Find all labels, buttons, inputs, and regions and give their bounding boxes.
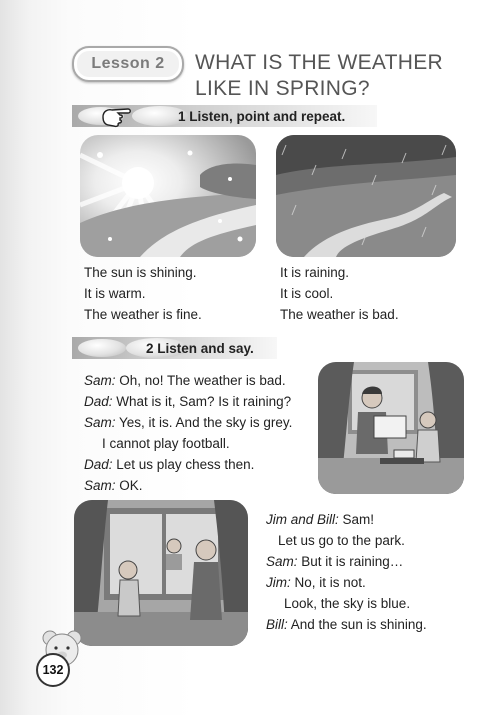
dialogue-line bbox=[84, 391, 292, 412]
pointing-hand-icon bbox=[100, 103, 134, 129]
speaker: Sam: bbox=[266, 554, 298, 569]
speech-bubble-decor bbox=[78, 339, 126, 357]
caption-line: The weather is bad. bbox=[280, 307, 399, 322]
caption-line: It is raining. bbox=[280, 265, 350, 280]
sunny-scene bbox=[80, 135, 256, 257]
page-number-text: 132 bbox=[42, 663, 64, 677]
line-text: Oh, no! The weather is bad. bbox=[115, 373, 286, 388]
chess-scene bbox=[318, 362, 464, 494]
speaker: Jim: bbox=[266, 575, 291, 590]
line-text: Let us go to the park. bbox=[278, 533, 405, 548]
line-text: OK. bbox=[115, 478, 143, 493]
section-2-label: 2 Listen and say. bbox=[146, 340, 254, 356]
speaker: Sam: bbox=[84, 478, 116, 493]
speaker: Sam: bbox=[84, 415, 116, 430]
section-1-label: 1 Listen, point and repeat. bbox=[178, 108, 346, 124]
line-text: But it is raining… bbox=[297, 554, 404, 569]
title-line-1: WHAT IS THE WEATHER bbox=[195, 51, 443, 74]
line-text: Let us play chess then. bbox=[112, 457, 255, 472]
dialogue-line bbox=[266, 593, 427, 614]
kids-at-window-picture bbox=[74, 500, 248, 646]
dialogue-line bbox=[266, 551, 427, 572]
dialogue-line bbox=[266, 530, 427, 551]
lesson-badge bbox=[72, 46, 184, 82]
caption-line: The sun is shining. bbox=[84, 265, 197, 280]
dialogue-line bbox=[84, 433, 292, 454]
rainy-caption bbox=[280, 262, 399, 325]
line-text: What is it, Sam? Is it raining? bbox=[112, 394, 292, 409]
page-title bbox=[195, 50, 455, 102]
rainy-day-picture bbox=[276, 135, 456, 257]
rainy-scene bbox=[276, 135, 456, 257]
line-text: Look, the sky is blue. bbox=[284, 596, 411, 611]
sunny-day-picture bbox=[80, 135, 256, 257]
section-1-header bbox=[72, 105, 377, 127]
lesson-label: Lesson 2 bbox=[91, 55, 165, 72]
line-text: Yes, it is. And the sky is grey. bbox=[115, 415, 293, 430]
line-text: No, it is not. bbox=[290, 575, 366, 590]
dad-and-sam-picture bbox=[318, 362, 464, 494]
dialogue-line bbox=[84, 454, 292, 475]
caption-line: It is cool. bbox=[280, 286, 334, 301]
dialogue-line bbox=[266, 509, 427, 530]
caption-line: It is warm. bbox=[84, 286, 146, 301]
dialogue-1 bbox=[84, 370, 292, 496]
caption-line: The weather is fine. bbox=[84, 307, 202, 322]
title-line-2: LIKE IN SPRING? bbox=[195, 77, 370, 100]
dialogue-line bbox=[84, 370, 292, 391]
speaker: Sam: bbox=[84, 373, 116, 388]
dialogue-line bbox=[266, 572, 427, 593]
dialogue-line bbox=[266, 614, 427, 635]
line-text: Sam! bbox=[338, 512, 375, 527]
speaker: Bill: bbox=[266, 617, 288, 632]
speaker: Dad: bbox=[84, 394, 113, 409]
dialogue-2 bbox=[266, 509, 427, 635]
section-2-header bbox=[72, 337, 277, 359]
window-scene bbox=[74, 500, 248, 646]
dialogue-line bbox=[84, 475, 292, 496]
sunny-caption bbox=[84, 262, 202, 325]
speaker: Jim and Bill: bbox=[266, 512, 339, 527]
line-text: And the sun is shining. bbox=[287, 617, 427, 632]
dialogue-line bbox=[84, 412, 292, 433]
speaker: Dad: bbox=[84, 457, 113, 472]
line-text: I cannot play football. bbox=[102, 436, 230, 451]
page-number bbox=[36, 653, 70, 687]
